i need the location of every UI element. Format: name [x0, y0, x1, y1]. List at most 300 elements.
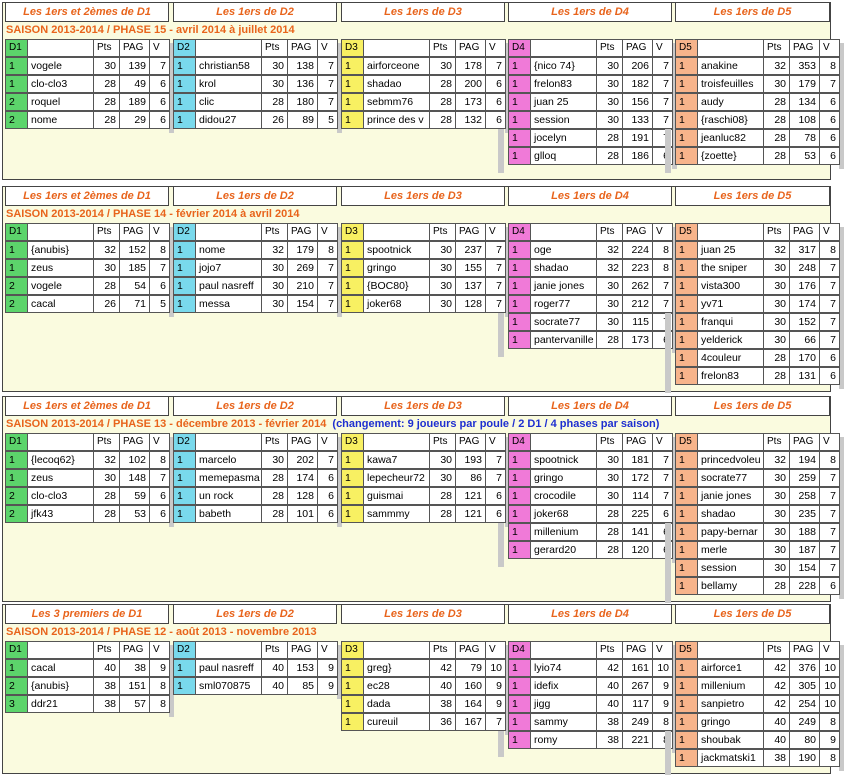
division-qualifier-label: Les 1ers de D2	[173, 397, 337, 416]
pts-value: 30	[763, 259, 790, 277]
pts-value: 32	[596, 259, 623, 277]
pag-value: 305	[789, 677, 820, 695]
pag-header: PAG	[789, 39, 820, 57]
division-qualifier-label: Les 1ers de D3	[341, 3, 505, 22]
pts-value: 30	[596, 93, 623, 111]
pts-header: Pts	[93, 641, 120, 659]
division-qualifier-label: Les 3 premiers de D1	[5, 605, 169, 624]
v-value: 7	[819, 559, 840, 577]
pag-value: 206	[622, 57, 653, 75]
pag-value: 66	[789, 331, 820, 349]
pag-value: 185	[119, 259, 150, 277]
pts-value: 30	[596, 295, 623, 313]
player-name: janie jones	[530, 277, 597, 295]
v-value: 7	[819, 277, 840, 295]
pag-value: 53	[119, 505, 150, 523]
pts-value: 28	[261, 93, 288, 111]
rank-cell: 1	[508, 487, 531, 505]
rank-cell: 1	[508, 259, 531, 277]
rank-cell: 1	[508, 713, 531, 731]
rank-cell: 1	[173, 469, 196, 487]
name-header	[697, 433, 764, 451]
phase-title-text: SAISON 2013-2014 / PHASE 12 - août 2013 - novembre 2013	[6, 626, 317, 638]
rank-cell: 1	[341, 677, 364, 695]
name-header	[697, 641, 764, 659]
pag-header: PAG	[455, 433, 486, 451]
pag-value: 212	[622, 295, 653, 313]
pag-value: 179	[287, 241, 318, 259]
pts-value: 28	[93, 111, 120, 129]
player-name: zeus	[27, 259, 94, 277]
v-value: 6	[149, 487, 170, 505]
pag-value: 210	[287, 277, 318, 295]
pts-value: 30	[763, 559, 790, 577]
v-value: 8	[149, 241, 170, 259]
pag-value: 225	[622, 505, 653, 523]
pts-value: 28	[763, 147, 790, 165]
v-value: 6	[485, 75, 506, 93]
pts-value: 28	[261, 487, 288, 505]
pts-value: 30	[261, 75, 288, 93]
pts-value: 28	[763, 367, 790, 385]
rank-cell: 1	[675, 487, 698, 505]
pag-value: 187	[789, 541, 820, 559]
rank-cell: 2	[5, 111, 28, 129]
rank-cell: 1	[508, 695, 531, 713]
v-value: 7	[485, 259, 506, 277]
pag-header: PAG	[789, 433, 820, 451]
pts-header: Pts	[763, 39, 790, 57]
rank-cell: 1	[341, 241, 364, 259]
player-name: {anubis}	[27, 677, 94, 695]
pts-value: 30	[429, 241, 456, 259]
pag-value: 188	[789, 523, 820, 541]
v-value: 8	[819, 713, 840, 731]
player-name: millenium	[697, 677, 764, 695]
pts-value: 30	[763, 331, 790, 349]
pts-value: 40	[596, 695, 623, 713]
v-value: 6	[149, 93, 170, 111]
pag-value: 353	[789, 57, 820, 75]
v-value: 10	[652, 659, 673, 677]
pts-value: 30	[763, 487, 790, 505]
division-table-d3	[341, 39, 511, 139]
rank-cell: 1	[173, 505, 196, 523]
rank-cell: 2	[5, 277, 28, 295]
pag-header: PAG	[287, 433, 318, 451]
pts-value: 30	[763, 541, 790, 559]
phase-section	[2, 2, 836, 180]
player-name: krol	[195, 75, 262, 93]
player-name: jojo7	[195, 259, 262, 277]
v-value: 10	[819, 659, 840, 677]
rank-cell: 1	[675, 295, 698, 313]
pts-header: Pts	[429, 433, 456, 451]
pts-value: 30	[763, 469, 790, 487]
player-name: nome	[195, 241, 262, 259]
rank-cell: 1	[508, 659, 531, 677]
pts-value: 40	[596, 677, 623, 695]
pts-value: 40	[429, 677, 456, 695]
player-name: jackmatski1	[697, 749, 764, 767]
v-value: 6	[149, 277, 170, 295]
player-name: marcelo	[195, 451, 262, 469]
name-header	[27, 39, 94, 57]
v-value: 8	[819, 451, 840, 469]
division-code: D4	[508, 223, 531, 241]
player-name: sml070875	[195, 677, 262, 695]
player-name: yv71	[697, 295, 764, 313]
pag-value: 174	[287, 469, 318, 487]
v-header: V	[652, 641, 673, 659]
pts-value: 38	[429, 695, 456, 713]
pag-value: 202	[287, 451, 318, 469]
pag-value: 86	[455, 469, 486, 487]
player-name: merle	[697, 541, 764, 559]
rank-cell: 1	[675, 57, 698, 75]
v-value: 7	[149, 57, 170, 75]
player-name: princedvoleu	[697, 451, 764, 469]
v-value: 8	[652, 713, 673, 731]
player-name: glloq	[530, 147, 597, 165]
pag-value: 179	[789, 75, 820, 93]
division-qualifier-label: Les 1ers de D5	[675, 397, 830, 416]
pts-value: 28	[763, 111, 790, 129]
player-name: papy-bernar	[697, 523, 764, 541]
rank-cell: 1	[341, 505, 364, 523]
pts-value: 26	[93, 295, 120, 313]
player-name: juan 25	[530, 93, 597, 111]
pts-header: Pts	[763, 641, 790, 659]
player-name: paul nasreff	[195, 659, 262, 677]
pag-value: 148	[119, 469, 150, 487]
pts-value: 38	[93, 695, 120, 713]
v-value: 7	[652, 295, 673, 313]
division-code: D2	[173, 641, 196, 659]
player-name: memepasma	[195, 469, 262, 487]
v-value: 6	[317, 469, 338, 487]
phase-title-text: SAISON 2013-2014 / PHASE 13 - décembre 2013 - février 2014	[6, 418, 327, 430]
division-table-d4	[508, 433, 678, 569]
pts-value: 30	[596, 111, 623, 129]
v-value: 7	[317, 295, 338, 313]
name-header	[27, 433, 94, 451]
pag-value: 161	[622, 659, 653, 677]
v-value: 7	[149, 259, 170, 277]
v-value: 7	[819, 259, 840, 277]
pag-value: 38	[119, 659, 150, 677]
v-value: 8	[149, 677, 170, 695]
name-header	[697, 223, 764, 241]
pts-value: 40	[763, 713, 790, 731]
division-code: D4	[508, 433, 531, 451]
rank-cell: 1	[173, 295, 196, 313]
division-code: D3	[341, 39, 364, 57]
player-name: messa	[195, 295, 262, 313]
pts-value: 30	[763, 277, 790, 295]
player-name: spootnick	[530, 451, 597, 469]
name-header	[195, 433, 262, 451]
pts-header: Pts	[261, 223, 288, 241]
v-value: 7	[485, 469, 506, 487]
pag-value: 176	[789, 277, 820, 295]
player-name: lepecheur72	[363, 469, 430, 487]
v-value: 7	[819, 75, 840, 93]
player-name: {raschi08}	[697, 111, 764, 129]
phase-title-text: SAISON 2013-2014 / PHASE 15 - avril 2014 à juillet 2014	[6, 24, 295, 36]
rank-cell: 1	[173, 241, 196, 259]
pts-value: 30	[429, 295, 456, 313]
rank-cell: 1	[508, 505, 531, 523]
pts-value: 28	[429, 487, 456, 505]
pag-header: PAG	[287, 39, 318, 57]
rank-cell: 1	[173, 111, 196, 129]
pag-value: 117	[622, 695, 653, 713]
phase-title	[6, 23, 295, 37]
name-header	[530, 39, 597, 57]
player-name: troisfeuilles	[697, 75, 764, 93]
player-name: gringo	[363, 259, 430, 277]
rank-cell: 1	[675, 331, 698, 349]
division-qualifier-label: Les 1ers de D3	[341, 187, 505, 206]
pts-header: Pts	[93, 39, 120, 57]
name-header	[27, 641, 94, 659]
pts-value: 36	[429, 713, 456, 731]
pts-value: 30	[429, 451, 456, 469]
pag-value: 128	[287, 487, 318, 505]
division-qualifier-label: Les 1ers de D5	[675, 3, 830, 22]
v-header: V	[149, 39, 170, 57]
pag-value: 221	[622, 731, 653, 749]
pts-value: 30	[93, 259, 120, 277]
v-header: V	[317, 433, 338, 451]
rank-cell: 2	[5, 505, 28, 523]
pts-value: 42	[429, 659, 456, 677]
v-value: 6	[485, 111, 506, 129]
pts-value: 30	[261, 277, 288, 295]
rank-cell: 1	[508, 295, 531, 313]
pts-value: 30	[763, 295, 790, 313]
name-header	[363, 223, 430, 241]
pts-value: 30	[429, 57, 456, 75]
pag-value: 29	[119, 111, 150, 129]
pag-value: 269	[287, 259, 318, 277]
rank-cell: 1	[5, 57, 28, 75]
pag-value: 259	[789, 469, 820, 487]
pts-value: 40	[261, 659, 288, 677]
division-table-d1	[5, 433, 175, 533]
rank-cell: 1	[508, 93, 531, 111]
pts-value: 30	[596, 451, 623, 469]
player-name: airforceone	[363, 57, 430, 75]
pag-value: 128	[455, 295, 486, 313]
rank-cell: 1	[675, 367, 698, 385]
table-shadow	[498, 523, 504, 567]
pts-value: 28	[596, 331, 623, 349]
name-header	[530, 223, 597, 241]
table-shadow	[665, 313, 671, 393]
v-value: 6	[149, 505, 170, 523]
pts-value: 28	[261, 469, 288, 487]
name-header	[195, 39, 262, 57]
division-code: D3	[341, 641, 364, 659]
v-value: 6	[149, 111, 170, 129]
pag-value: 182	[622, 75, 653, 93]
player-name: clo-clo3	[27, 487, 94, 505]
rank-cell: 1	[173, 75, 196, 93]
rank-cell: 2	[5, 295, 28, 313]
pag-value: 237	[455, 241, 486, 259]
pag-header: PAG	[287, 641, 318, 659]
player-name: socrate77	[697, 469, 764, 487]
v-value: 10	[819, 677, 840, 695]
division-code: D1	[5, 39, 28, 57]
rank-cell: 1	[675, 713, 698, 731]
pts-value: 30	[93, 57, 120, 75]
v-value: 5	[317, 111, 338, 129]
division-table-d4	[508, 641, 678, 759]
player-name: janie jones	[697, 487, 764, 505]
rank-cell: 1	[508, 523, 531, 541]
v-value: 7	[652, 487, 673, 505]
v-header: V	[819, 39, 840, 57]
player-name: vista300	[697, 277, 764, 295]
pag-value: 153	[287, 659, 318, 677]
table-shadow	[665, 731, 671, 775]
pts-value: 42	[763, 659, 790, 677]
pag-value: 170	[789, 349, 820, 367]
player-name: shadao	[363, 75, 430, 93]
pts-value: 30	[596, 75, 623, 93]
v-value: 7	[149, 469, 170, 487]
v-value: 8	[652, 241, 673, 259]
pts-value: 32	[261, 241, 288, 259]
v-value: 7	[485, 451, 506, 469]
pag-value: 80	[789, 731, 820, 749]
rank-cell: 1	[341, 75, 364, 93]
v-value: 6	[819, 577, 840, 595]
pag-value: 258	[789, 487, 820, 505]
v-value: 6	[485, 93, 506, 111]
rank-cell: 1	[341, 277, 364, 295]
player-name: juan 25	[697, 241, 764, 259]
pag-value: 132	[455, 111, 486, 129]
v-header: V	[149, 433, 170, 451]
v-value: 7	[485, 713, 506, 731]
phase-section	[2, 604, 836, 774]
v-value: 7	[317, 259, 338, 277]
rank-cell: 1	[341, 259, 364, 277]
pts-value: 30	[261, 295, 288, 313]
v-value: 6	[819, 93, 840, 111]
player-name: {lecoq62}	[27, 451, 94, 469]
v-header: V	[485, 433, 506, 451]
player-name: session	[697, 559, 764, 577]
rank-cell: 1	[675, 677, 698, 695]
pag-value: 137	[455, 277, 486, 295]
v-header: V	[317, 223, 338, 241]
pts-value: 28	[596, 129, 623, 147]
v-value: 8	[819, 57, 840, 75]
pts-value: 32	[93, 451, 120, 469]
name-header	[363, 641, 430, 659]
pts-header: Pts	[763, 223, 790, 241]
rank-cell: 1	[675, 523, 698, 541]
rank-cell: 1	[173, 93, 196, 111]
rank-cell: 1	[173, 677, 196, 695]
v-value: 9	[485, 677, 506, 695]
player-name: audy	[697, 93, 764, 111]
rank-cell: 1	[675, 313, 698, 331]
v-value: 8	[149, 695, 170, 713]
pag-value: 102	[119, 451, 150, 469]
pag-header: PAG	[119, 641, 150, 659]
v-value: 7	[652, 277, 673, 295]
v-value: 7	[819, 331, 840, 349]
v-header: V	[819, 223, 840, 241]
name-header	[27, 223, 94, 241]
division-table-d5	[675, 223, 845, 395]
rank-cell: 1	[508, 731, 531, 749]
pag-value: 180	[287, 93, 318, 111]
rank-cell: 1	[173, 659, 196, 677]
pag-header: PAG	[119, 223, 150, 241]
rank-cell: 1	[675, 147, 698, 165]
pts-value: 30	[763, 75, 790, 93]
rank-cell: 1	[508, 111, 531, 129]
pag-value: 200	[455, 75, 486, 93]
v-value: 7	[819, 295, 840, 313]
player-name: {BOC80}	[363, 277, 430, 295]
division-table-d3	[341, 223, 511, 323]
v-value: 7	[485, 57, 506, 75]
v-header: V	[485, 223, 506, 241]
rank-cell: 1	[508, 129, 531, 147]
pag-value: 78	[789, 129, 820, 147]
player-name: {anubis}	[27, 241, 94, 259]
pts-value: 28	[596, 505, 623, 523]
phase-section	[2, 396, 836, 602]
v-header: V	[485, 641, 506, 659]
rank-cell: 2	[5, 677, 28, 695]
pts-header: Pts	[93, 223, 120, 241]
v-value: 8	[652, 259, 673, 277]
v-value: 8	[819, 241, 840, 259]
rank-cell: 1	[508, 75, 531, 93]
division-code: D4	[508, 39, 531, 57]
pts-value: 38	[596, 731, 623, 749]
pts-value: 30	[93, 469, 120, 487]
division-code: D3	[341, 223, 364, 241]
player-name: airforce1	[697, 659, 764, 677]
pts-header: Pts	[261, 433, 288, 451]
division-qualifier-label: Les 1ers de D4	[508, 397, 672, 416]
pag-value: 191	[622, 129, 653, 147]
division-code: D2	[173, 433, 196, 451]
player-name: babeth	[195, 505, 262, 523]
rank-cell: 1	[173, 57, 196, 75]
pts-value: 30	[596, 57, 623, 75]
rank-cell: 1	[5, 259, 28, 277]
pts-value: 28	[429, 75, 456, 93]
rank-cell: 1	[675, 75, 698, 93]
pag-header: PAG	[789, 641, 820, 659]
pts-value: 32	[763, 241, 790, 259]
v-value: 6	[819, 129, 840, 147]
player-name: shadao	[530, 259, 597, 277]
pts-value: 28	[93, 487, 120, 505]
v-value: 6	[819, 349, 840, 367]
